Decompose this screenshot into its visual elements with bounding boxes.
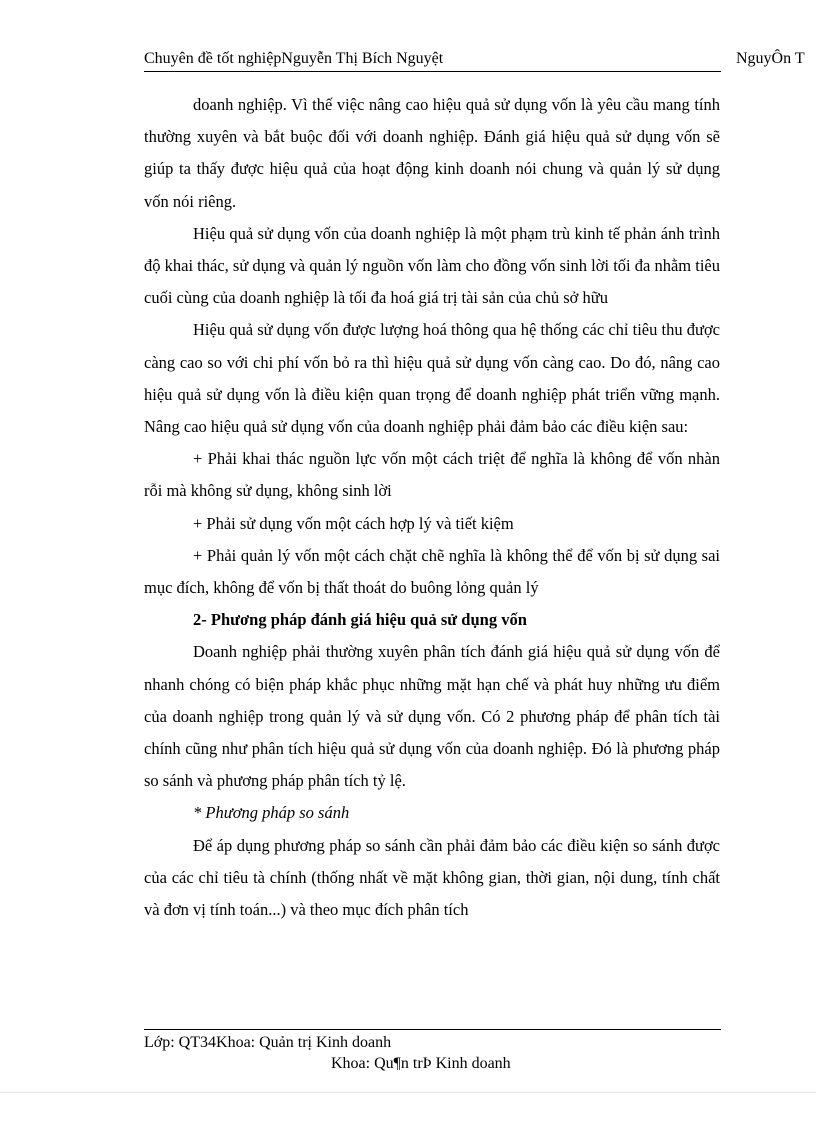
subsection-heading: * Phương pháp so sánh (193, 803, 350, 823)
paragraph: Doanh nghiệp phải thường xuyên phân tích đánh giá hiệu quả sử dụng vốn để nhanh chóng có biện pháp khắc phục những mặt hạn chế và phát huy những ưu điểm của doanh nghiệp trong quản lý và sử dụng vốn. Có 2 phương pháp để phân tích tài chính cũng như phân tích hiệu quả sử dụng vốn của doanh nghiệp. Đó là phương pháp so sánh và phương pháp phân tích tỷ lệ. (144, 642, 720, 791)
footer-class-line: Lớp: QT34Khoa: Quản trị Kinh doanh (144, 1034, 392, 1051)
footer-rule (144, 1029, 721, 1030)
list-item: + Phải khai thác nguồn lực vốn một cách triệt để nghĩa là không để vốn nhàn rỗi mà không sử dụng, không sinh lời (144, 449, 720, 501)
header-rule (144, 71, 721, 72)
paragraph: Hiệu quả sử dụng vốn được lượng hoá thông qua hệ thống các chỉ tiêu thu được càng cao so với chi phí vốn bỏ ra thì hiệu quả sử dụng vốn càng cao. Do đó, nâng cao hiệu quả sử dụng vốn là điều kiện quan trọng để doanh nghiệp phát triển vững mạnh. Nâng cao hiệu quả sử dụng vốn của doanh nghiệp phải đảm bảo các điều kiện sau: (144, 320, 720, 437)
list-item: + Phải quản lý vốn một cách chặt chẽ nghĩa là không thể để vốn bị sử dụng sai mục đích, không để vốn bị thất thoát do buông lỏng quản lý (144, 545, 720, 598)
document-body (144, 89, 720, 926)
header-author: NguyÔn T (736, 50, 805, 67)
footer-faculty-line: Khoa: Qu¶n trÞ Kinh doanh (331, 1055, 511, 1072)
section-heading: 2- Phương pháp đánh giá hiệu quả sử dụng vốn (193, 610, 527, 630)
header-title: Chuyên đề tốt nghiệpNguyễn Thị Bích Nguyệt (144, 50, 444, 67)
paragraph: doanh nghiệp. Vì thế việc nâng cao hiệu quả sử dụng vốn là yêu cầu mang tính thường xuyên và bắt buộc đối với doanh nghiệp. Đánh giá hiệu quả sử dụng vốn sẽ giúp ta thấy được hiệu quả của hoạt động kinh doanh nói chung và quản lý sử dụng vốn nói riêng. (144, 95, 720, 211)
paragraph: Để áp dụng phương pháp so sánh cần phải đảm bảo các điều kiện so sánh được của các chỉ tiêu tà chính (thống nhất về mặt không gian, thời gian, nội dung, tính chất và đơn vị tính toán...) và theo mục đích phân tích (144, 835, 720, 920)
paragraph: Hiệu quả sử dụng vốn của doanh nghiệp là một phạm trù kinh tế phản ánh trình độ khai thác, sử dụng và quản lý nguồn vốn làm cho đồng vốn sinh lời tối đa nhằm tiêu cuối cùng của doanh nghiệp là tối đa hoá giá trị tài sản của chủ sở hữu (144, 223, 720, 308)
list-item: + Phải sử dụng vốn một cách hợp lý và tiết kiệm (193, 513, 514, 533)
page-edge (0, 1092, 816, 1093)
